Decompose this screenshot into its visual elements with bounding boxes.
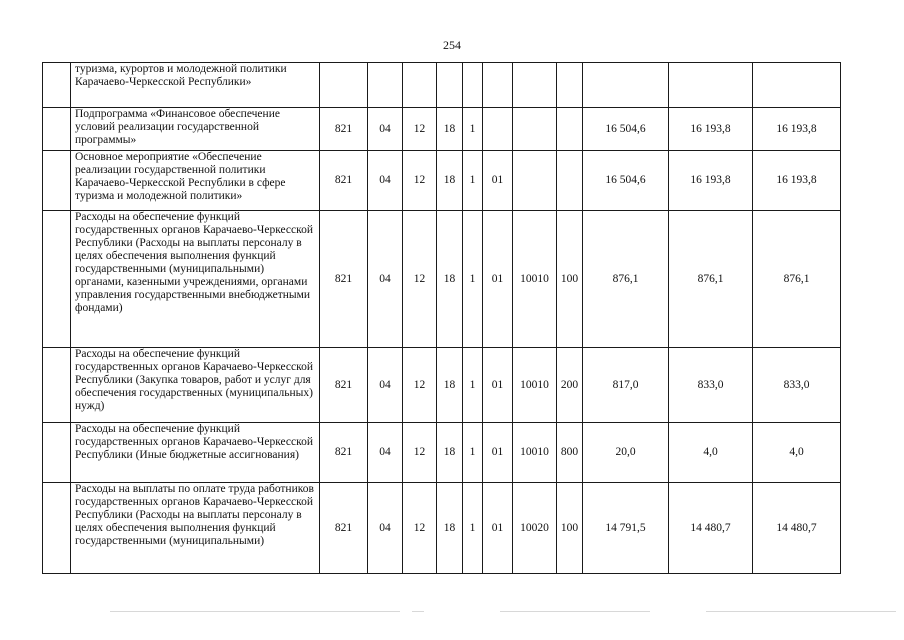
cell-cs-subprogram: 1 <box>463 151 483 211</box>
cell-amount-year2: 876,1 <box>669 211 753 348</box>
cell-ved: 821 <box>320 348 368 423</box>
cell-amount-year2: 4,0 <box>669 423 753 483</box>
footer-divider <box>500 611 650 612</box>
cell-amount-year3: 16 193,8 <box>753 151 841 211</box>
budget-table-body <box>43 63 841 574</box>
cell-vr: 100 <box>557 211 583 348</box>
cell-amount-year1: 876,1 <box>583 211 669 348</box>
cell-vr: 200 <box>557 348 583 423</box>
cell-amount-year3: 833,0 <box>753 348 841 423</box>
cell-vr: 800 <box>557 423 583 483</box>
cell-amount-year2: 16 193,8 <box>669 151 753 211</box>
cell-amount-year3: 876,1 <box>753 211 841 348</box>
empty-cell <box>43 211 71 348</box>
cell-ved: 821 <box>320 211 368 348</box>
table-row <box>43 423 841 483</box>
empty-cell <box>43 108 71 151</box>
cell-cs-subprogram: 1 <box>463 423 483 483</box>
empty-cell <box>43 348 71 423</box>
cell-name: Расходы на выплаты по оплате труда работников государственных органов Карачаево-Черкесской Республики (Расходы на выплаты персоналу в целях обеспечения выполнения функций государственными (муниципальными) <box>71 483 320 574</box>
cell-amount-year2: 16 193,8 <box>669 108 753 151</box>
cell-vr <box>557 108 583 151</box>
cell-cs-direction <box>513 63 557 108</box>
empty-cell <box>43 483 71 574</box>
cell-vr <box>557 151 583 211</box>
table-row <box>43 483 841 574</box>
cell-cs-subprogram <box>463 63 483 108</box>
cell-name: Расходы на обеспечение функций государственных органов Карачаево-Черкесской Республики (Закупка товаров, работ и услуг для обеспечения государственных (муниципальных) нужд) <box>71 348 320 423</box>
cell-pr: 12 <box>403 108 437 151</box>
empty-cell <box>43 151 71 211</box>
cell-cs-event: 01 <box>483 348 513 423</box>
cell-ved <box>320 63 368 108</box>
cell-vr <box>557 63 583 108</box>
table-row <box>43 108 841 151</box>
cell-amount-year1: 817,0 <box>583 348 669 423</box>
cell-cs-program: 18 <box>437 211 463 348</box>
cell-ved: 821 <box>320 483 368 574</box>
cell-amount-year1 <box>583 63 669 108</box>
cell-ved: 821 <box>320 151 368 211</box>
cell-cs-event: 01 <box>483 151 513 211</box>
cell-rz <box>368 63 403 108</box>
cell-amount-year3 <box>753 63 841 108</box>
cell-cs-direction: 10020 <box>513 483 557 574</box>
empty-cell <box>43 63 71 108</box>
cell-cs-program: 18 <box>437 483 463 574</box>
cell-amount-year3: 16 193,8 <box>753 108 841 151</box>
table-row <box>43 211 841 348</box>
cell-pr: 12 <box>403 211 437 348</box>
cell-pr <box>403 63 437 108</box>
cell-rz: 04 <box>368 151 403 211</box>
cell-name: Основное мероприятие «Обеспечение реализации государственной политики Карачаево-Черкесской Республики в сфере туризма и молодежной политики» <box>71 151 320 211</box>
cell-rz: 04 <box>368 348 403 423</box>
cell-ved: 821 <box>320 423 368 483</box>
table-row <box>43 348 841 423</box>
cell-amount-year2: 14 480,7 <box>669 483 753 574</box>
cell-cs-event: 01 <box>483 423 513 483</box>
cell-amount-year3: 14 480,7 <box>753 483 841 574</box>
cell-cs-direction <box>513 151 557 211</box>
cell-cs-direction: 10010 <box>513 423 557 483</box>
footer-divider <box>110 611 400 612</box>
cell-cs-program <box>437 63 463 108</box>
table-row <box>43 151 841 211</box>
cell-cs-event <box>483 63 513 108</box>
cell-cs-direction <box>513 108 557 151</box>
cell-amount-year1: 20,0 <box>583 423 669 483</box>
footer-divider <box>412 611 424 612</box>
cell-name: Расходы на обеспечение функций государственных органов Карачаево-Черкесской Республики (Иные бюджетные ассигнования) <box>71 423 320 483</box>
cell-rz: 04 <box>368 211 403 348</box>
cell-cs-direction: 10010 <box>513 211 557 348</box>
cell-pr: 12 <box>403 483 437 574</box>
cell-amount-year3: 4,0 <box>753 423 841 483</box>
cell-pr: 12 <box>403 348 437 423</box>
page-number: 254 <box>443 38 461 52</box>
cell-cs-subprogram: 1 <box>463 348 483 423</box>
cell-cs-program: 18 <box>437 108 463 151</box>
cell-rz: 04 <box>368 423 403 483</box>
cell-rz: 04 <box>368 108 403 151</box>
cell-amount-year1: 16 504,6 <box>583 108 669 151</box>
cell-rz: 04 <box>368 483 403 574</box>
cell-name: туризма, курортов и молодежной политики Карачаево-Черкесской Республики» <box>71 63 320 108</box>
cell-cs-subprogram: 1 <box>463 108 483 151</box>
cell-cs-subprogram: 1 <box>463 211 483 348</box>
cell-cs-subprogram: 1 <box>463 483 483 574</box>
empty-cell <box>43 423 71 483</box>
cell-amount-year2 <box>669 63 753 108</box>
cell-amount-year1: 14 791,5 <box>583 483 669 574</box>
cell-cs-program: 18 <box>437 348 463 423</box>
cell-vr: 100 <box>557 483 583 574</box>
cell-pr: 12 <box>403 151 437 211</box>
table-row <box>43 63 841 108</box>
cell-name: Расходы на обеспечение функций государственных органов Карачаево-Черкесской Республики (Расходы на выплаты персоналу в целях обеспечения выполнения функций государственными (муниципальными) органами, казенными учреждениями, органами управления государственными внебюджетными фондами) <box>71 211 320 348</box>
footer-divider <box>706 611 896 612</box>
cell-amount-year1: 16 504,6 <box>583 151 669 211</box>
budget-table <box>42 62 841 574</box>
cell-amount-year2: 833,0 <box>669 348 753 423</box>
cell-cs-direction: 10010 <box>513 348 557 423</box>
cell-cs-event: 01 <box>483 211 513 348</box>
cell-cs-event <box>483 108 513 151</box>
cell-pr: 12 <box>403 423 437 483</box>
cell-name: Подпрограмма «Финансовое обеспечение условий реализации государственной программы» <box>71 108 320 151</box>
cell-cs-program: 18 <box>437 151 463 211</box>
cell-cs-event: 01 <box>483 483 513 574</box>
cell-ved: 821 <box>320 108 368 151</box>
cell-cs-program: 18 <box>437 423 463 483</box>
